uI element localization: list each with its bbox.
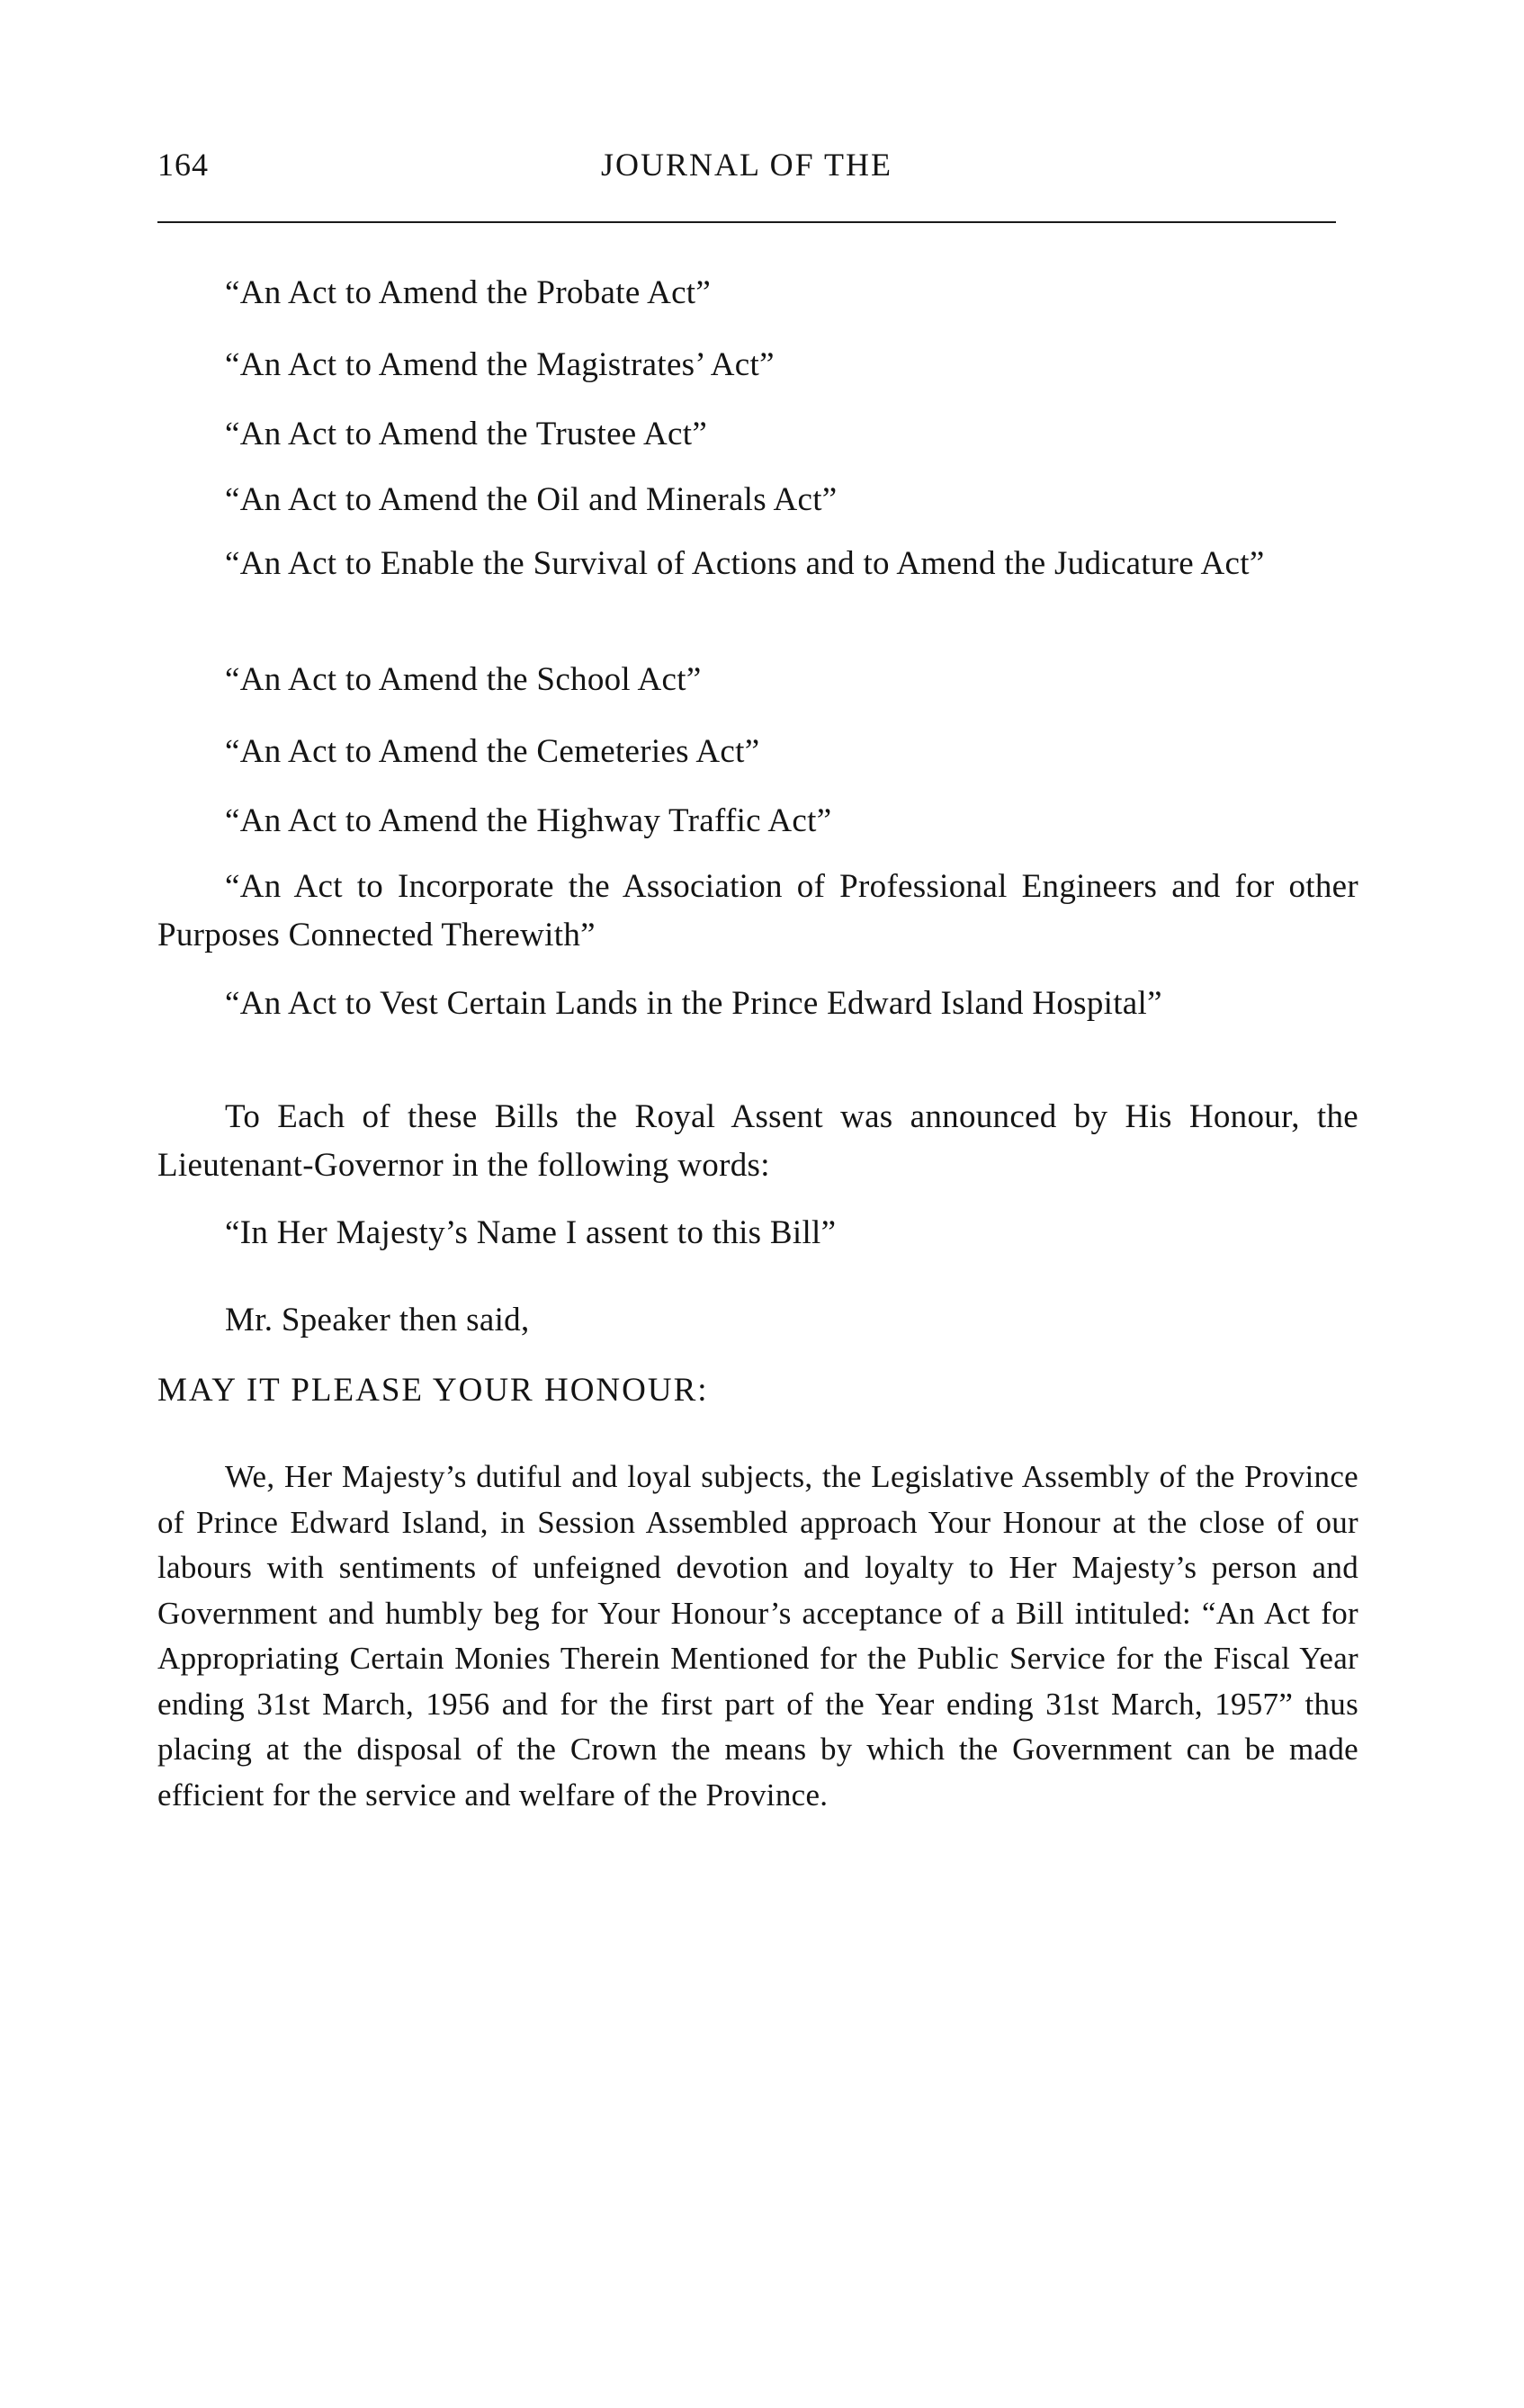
act-item-magistrates: “An Act to Amend the Magistrates’ Act” [225, 346, 775, 383]
act-item-professional-engineers: “An Act to Incorporate the Association of Professional Engineers and for other Purposes Connected Therewith” [157, 868, 1358, 953]
act-item-cemeteries: “An Act to Amend the Cemeteries Act” [225, 733, 760, 770]
address-heading: MAY IT PLEASE YOUR HONOUR: [157, 1372, 709, 1409]
act-item-hospital-lands: “An Act to Vest Certain Lands in the Prince Edward Island Hospital” [225, 985, 1162, 1022]
page-number: 164 [157, 147, 209, 183]
act-item-survival-actions: “An Act to Enable the Survival of Actions and to Amend the Judicature Act” [225, 545, 1265, 582]
assent-paragraph: To Each of these Bills the Royal Assent was announced by His Honour, the Lieutenant-Governor in the following words: [157, 1098, 1358, 1184]
act-item-trustee: “An Act to Amend the Trustee Act” [225, 416, 708, 452]
running-head: JOURNAL OF THE [600, 147, 892, 183]
address-paragraph: We, Her Majesty’s dutiful and loyal subjects, the Legislative Assembly of the Province of Prince Edward Island, in Session Assembled approach Your Honour at the close of our labours with sentiments of unfeigned devotion and loyalty to Her Majesty’s person and Government and humbly beg for Your Honour’s acceptance of a Bill intituled: “An Act for Appropriating Certain Monies Therein Mentioned for the Public Service for the Fiscal Year ending 31st March, 1956 and for the first part of the Year ending 31st March, 1957” thus placing at the disposal of the Crown the means by which the Government can be made efficient for the service and welfare of the Province. [157, 1459, 1358, 1813]
act-item-probate: “An Act to Amend the Probate Act” [225, 274, 712, 311]
page-header [157, 146, 1336, 200]
speaker-line: Mr. Speaker then said, [225, 1302, 530, 1338]
act-item-oil-minerals: “An Act to Amend the Oil and Minerals Act” [225, 481, 838, 518]
assent-words: “In Her Majesty’s Name I assent to this Bill” [225, 1214, 837, 1251]
act-item-highway-traffic: “An Act to Amend the Highway Traffic Act” [225, 802, 832, 839]
act-item-school: “An Act to Amend the School Act” [225, 661, 702, 698]
header-rule [157, 221, 1336, 223]
